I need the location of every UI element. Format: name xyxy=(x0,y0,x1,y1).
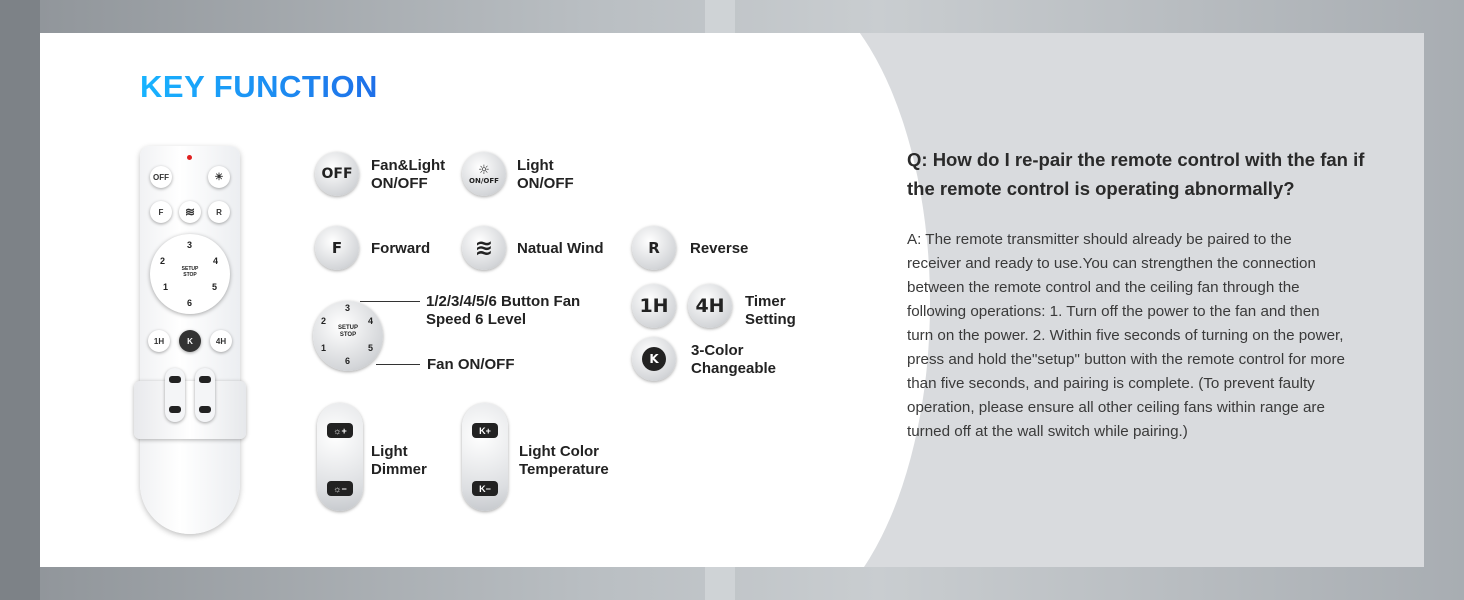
timer-1h-icon: 1H xyxy=(632,284,676,328)
speed-label: 1/2/3/4/5/6 Button Fan Speed 6 Level xyxy=(426,293,581,328)
page-title: KEY FUNCTION xyxy=(140,69,378,104)
remote-dimmer-rocker xyxy=(165,368,185,422)
remote-4h-button: 4H xyxy=(210,330,232,352)
reverse-label: Reverse xyxy=(690,240,749,257)
remote-speed-wheel xyxy=(150,234,230,314)
fan-onoff-label: Fan ON/OFF xyxy=(427,356,515,373)
dimmer-label: Light Dimmer xyxy=(371,443,427,478)
wheel-center-label: SETUP STOP xyxy=(181,266,199,278)
remote-forward-button: F xyxy=(150,201,172,223)
forward-arrow-icon: F xyxy=(315,226,359,270)
remote-off-button: OFF xyxy=(150,166,172,188)
speed-leader-line xyxy=(360,301,420,302)
dimmer-rocker-icon xyxy=(317,403,363,511)
remote-1h-button: 1H xyxy=(148,330,170,352)
timer-label: Timer Setting xyxy=(745,293,796,328)
brightness-down-icon: ☼− xyxy=(327,481,353,496)
faq-answer: A: The remote transmitter should already be paired to the receiver and ready to use.You can strengthen the connection between the remote control and the ceiling fan through the following operations: 1. Turn off the power to the fan and then turn on the power. 2. Within five seconds of turning on the power, press and hold the"setup" button with the remote control for more than five seconds, and pairing is complete. (To prevent faulty operation, please ensure all other ceiling fans within range are turned off at the wall switch while pairing.) xyxy=(907,231,1345,440)
fan-light-label: Fan&Light ON/OFF xyxy=(371,157,446,192)
remote-reverse-button: R xyxy=(208,201,230,223)
natural-wind-label: Natual Wind xyxy=(517,240,604,257)
wheel-number: 1 xyxy=(163,282,169,292)
color-temp-down-icon: K− xyxy=(472,481,498,496)
color-label: 3-Color Changeable xyxy=(691,342,777,377)
remote-holder-clip xyxy=(134,381,246,439)
wheel-number: 2 xyxy=(160,256,166,266)
reverse-arrow-icon: R xyxy=(632,226,676,270)
natural-wind-icon: ≋ xyxy=(462,226,506,270)
speed-wheel: 3 2 4 1 5 6 SETUP STOP xyxy=(313,301,383,371)
background-wall xyxy=(0,0,40,600)
bulb-icon: ☀ xyxy=(214,171,224,183)
timer-4h-icon: 4H xyxy=(688,284,732,328)
remote-temp-rocker xyxy=(195,368,215,422)
light-label: Light ON/OFF xyxy=(517,157,574,192)
color-temp-up-icon: K+ xyxy=(472,423,498,438)
color-temperature-icon: K xyxy=(632,337,676,381)
color-temp-label: Light Color Temperature xyxy=(519,443,609,478)
remote-light-button xyxy=(208,166,230,188)
brightness-up-icon: ☼+ xyxy=(327,423,353,438)
bulb-icon: ☼ xyxy=(478,162,490,178)
wheel-center-label: SETUP STOP xyxy=(337,325,358,338)
remote-color-button: K xyxy=(179,330,201,352)
wheel-number: 3 xyxy=(187,240,193,250)
remote-led xyxy=(187,155,192,160)
light-onoff-icon: ☼ ON/OFF xyxy=(462,152,506,196)
wheel-number: 4 xyxy=(213,256,219,266)
wheel-number: 6 xyxy=(187,298,193,308)
forward-label: Forward xyxy=(371,240,431,257)
faq-question: Q: How do I re-pair the remote control with the fan if the remote control is operating abnormally? xyxy=(907,149,1365,199)
color-temp-rocker-icon xyxy=(462,403,508,511)
wheel-number: 5 xyxy=(212,282,218,292)
off-icon: OFF xyxy=(315,152,359,196)
fan-onoff-leader-line xyxy=(376,364,420,365)
remote-control xyxy=(140,146,240,534)
fan-wind-icon: ≋ xyxy=(184,205,196,219)
remote-wind-button xyxy=(179,201,201,223)
